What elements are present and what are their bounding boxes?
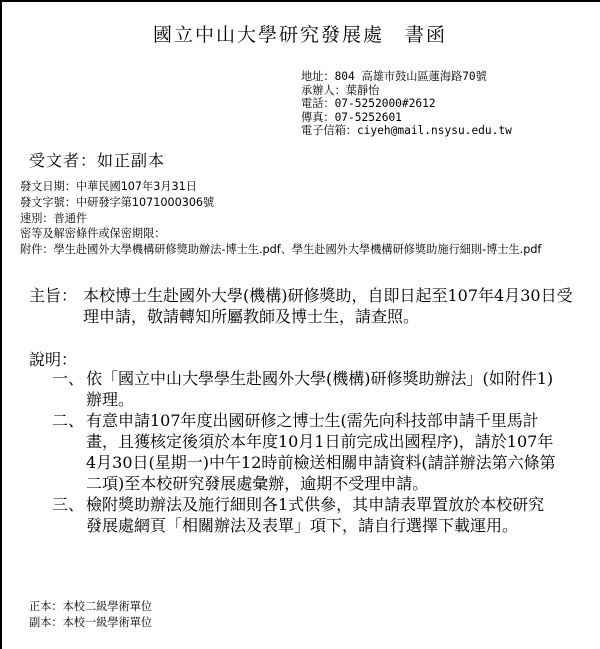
meta-block — [20, 179, 566, 258]
explanation-items — [44, 368, 556, 536]
explanation-item — [44, 410, 556, 494]
top-border — [0, 0, 600, 2]
explanation-item — [44, 494, 556, 536]
explanation-label: 說明： — [29, 350, 78, 369]
subject-text: 本校博士生赴國外大學(機構)研修獎助，自即日起至107年4月30日受理申請，敬請轉知所屬教師及博士生，請查照。 — [83, 286, 573, 326]
attachments — [20, 242, 566, 258]
left-border — [0, 0, 2, 649]
letter-title: 國立中山大學研究發展處 書函 — [152, 24, 447, 46]
contact-email: 電子信箱：ciyeh@mail.nsysu.edu.tw — [301, 124, 512, 138]
recipient-line: 受文者：如正副本 — [29, 151, 166, 170]
secrecy-level: 密等及解密條件或保密期限： — [20, 227, 166, 241]
item-number: 一、 — [51, 369, 84, 388]
contact-address: 地址：804 高雄市鼓山區蓮海路70號 — [301, 70, 487, 83]
document-number: 發文字號：中研發字第1071000306號 — [20, 195, 215, 209]
contact-phone: 電話：07-5252000#2612 — [301, 97, 436, 111]
contact-handler: 承辦人：葉靜怡 — [301, 83, 380, 97]
subject-label: 主旨： — [29, 286, 78, 305]
distribution-block — [29, 599, 152, 632]
attachments-label: 附件： — [20, 243, 54, 257]
issue-date: 發文日期：中華民國107年3月31日 — [20, 180, 197, 193]
item-number: 三、 — [51, 495, 84, 514]
attachments-value: 學生赴國外大學機構研修獎助辦法-博士生.pdf、學生赴國外大學機構研修獎助施行細則-博士生.pdf — [53, 243, 542, 257]
cc-recipient: 副本：本校一級學術單位 — [29, 616, 153, 630]
explanation-item — [44, 368, 556, 410]
delivery-speed: 速別：普通件 — [20, 211, 88, 225]
item-number: 二、 — [51, 411, 84, 430]
item-text: 有意申請107年度出國研修之博士生(需先向科技部申請千里馬計畫，且獲核定後須於本年度10月1日前完成出國程序)，請於107年4月30日(星期一)中午12時前檢送相關申請資料(請詳辦法第六條第二項)至本校研究發展處彙辦，逾期不受理申請。 — [86, 411, 556, 493]
subject-block — [29, 285, 575, 327]
main-recipient: 正本：本校二級學術單位 — [29, 600, 153, 613]
item-text: 依「國立中山大學學生赴國外大學(機構)研修獎助辦法」(如附件1) 辦理。 — [86, 369, 554, 409]
item-text: 檢附獎助辦法及施行細則各1式供參，其申請表單置放於本校研究發展處網頁「相關辦法及表單」項下，請自行選擇下載運用。 — [86, 495, 545, 535]
contact-block — [301, 70, 512, 138]
contact-fax: 傳真：07-5252601 — [301, 110, 402, 124]
